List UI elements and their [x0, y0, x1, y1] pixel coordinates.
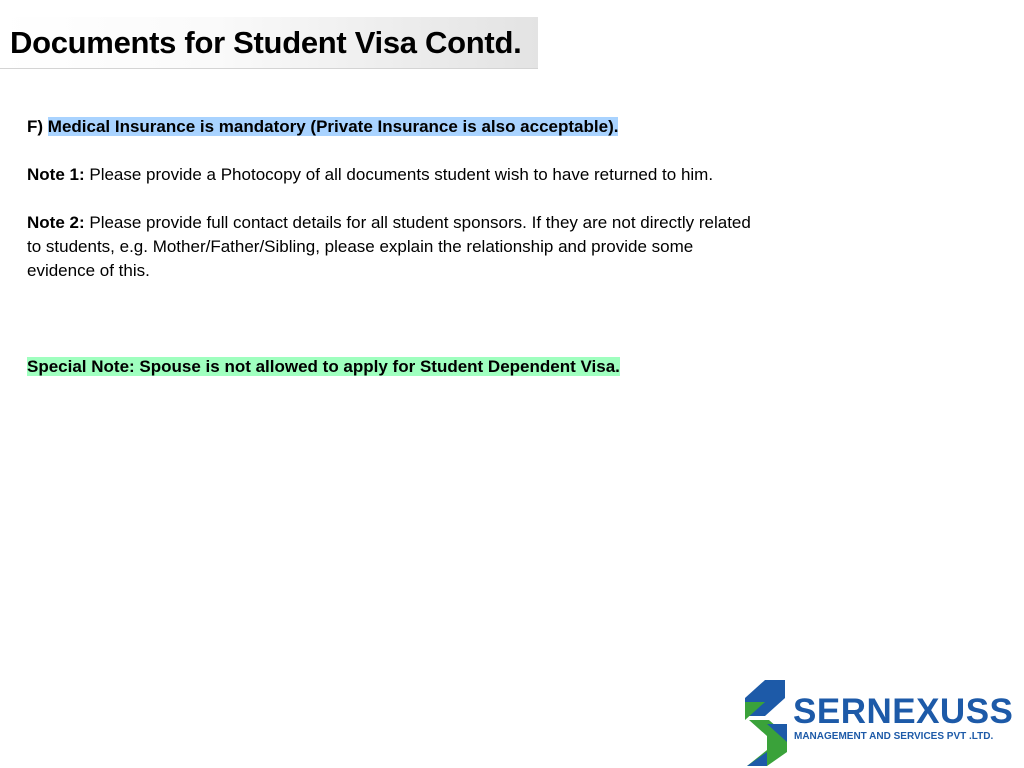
special-note-text: Special Note: Spouse is not allowed to apply for Student Dependent Visa. — [27, 357, 620, 376]
item-f-prefix: F) — [27, 117, 44, 136]
company-logo — [743, 680, 1014, 766]
logo-subtitle: MANAGEMENT AND SERVICES PVT .LTD. — [794, 731, 994, 742]
item-f-text: Medical Insurance is mandatory (Private Insurance is also acceptable). — [47, 117, 619, 136]
sernexuss-s-logo-icon — [743, 680, 791, 766]
title-bar — [0, 17, 538, 69]
item-f — [27, 115, 757, 139]
note-1 — [27, 163, 757, 187]
slide-title: Documents for Student Visa Contd. — [10, 25, 522, 60]
note-2 — [27, 211, 757, 283]
note-2-text: Please provide full contact details for all student sponsors. If they are not directly related to students, e.g. Mother/Father/Sibling, please explain the relationship and provide some evidence of this. — [27, 213, 751, 280]
note-2-label: Note 2: — [27, 213, 85, 232]
logo-name: SERNEXUSS — [793, 692, 1014, 731]
slide-content — [27, 115, 757, 379]
note-1-text: Please provide a Photocopy of all documents student wish to have returned to him. — [89, 165, 714, 184]
special-note — [27, 355, 757, 379]
note-1-label: Note 1: — [27, 165, 85, 184]
